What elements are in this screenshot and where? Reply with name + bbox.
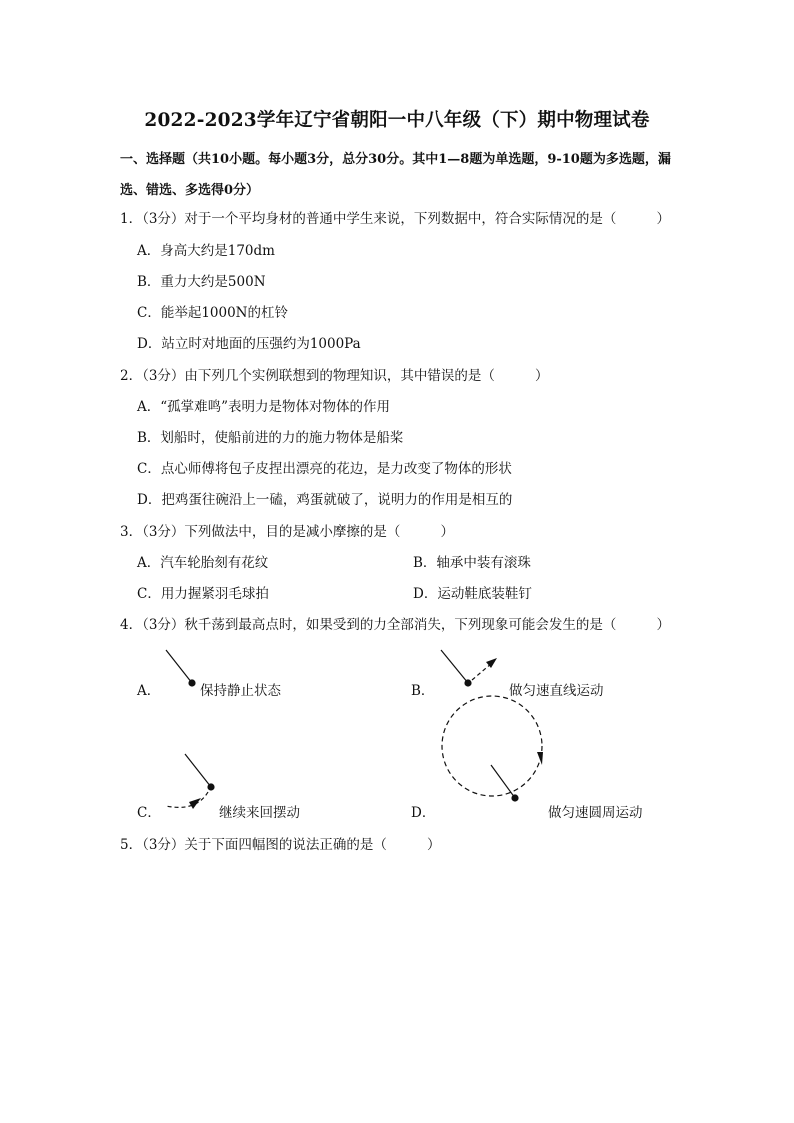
question-3-option-b: B．轴承中装有滚珠 bbox=[413, 555, 531, 571]
question-2-text: 2．（3分）由下列几个实例联想到的物理知识，其中错误的是（ bbox=[120, 368, 495, 384]
question-4-close: ） bbox=[656, 617, 670, 633]
question-1-option-c: C．能举起1000N的杠铃 bbox=[137, 305, 288, 321]
swing-seat bbox=[464, 679, 471, 686]
question-2-close: ） bbox=[534, 368, 549, 384]
question-3-option-a: A．汽车轮胎刻有花纹 bbox=[137, 555, 269, 571]
figure-a-caption: 保持静止状态 bbox=[200, 683, 281, 699]
figure-c-caption: 继续来回摆动 bbox=[219, 805, 300, 821]
page-title: 2022-2023学年辽宁省朝阳一中八年级（下）期中物理试卷 bbox=[144, 110, 650, 131]
question-1-text: 1．（3分）对于一个平均身材的普通中学生来说，下列数据中，符合实际情况的是（ bbox=[120, 211, 617, 227]
figure-b-caption: 做匀速直线运动 bbox=[509, 683, 604, 699]
section-heading: 一、选择题（共10小题。每小题3分，总分30分。其中1—8题为单选题，9-10题为多选题，漏选、错选、多选得0分） bbox=[120, 152, 671, 198]
question-3-option-c: C．用力握紧羽毛球拍 bbox=[137, 586, 269, 602]
question-1-close: ） bbox=[656, 211, 670, 227]
swing-rope bbox=[166, 650, 192, 683]
question-3-close: ） bbox=[440, 524, 454, 540]
swing-rope bbox=[185, 754, 211, 787]
figure-a-diagram bbox=[166, 650, 196, 687]
swing-rope bbox=[491, 765, 515, 798]
question-1-option-b: B．重力大约是500N bbox=[137, 274, 266, 290]
question-5-text: 5．（3分）关于下面四幅图的说法正确的是（ bbox=[120, 837, 387, 853]
figure-d-caption: 做匀速圆周运动 bbox=[548, 805, 643, 821]
question-2-option-d: D．把鸡蛋往碗沿上一磕，鸡蛋就破了，说明力的作用是相互的 bbox=[137, 492, 513, 508]
swing-seat bbox=[511, 794, 518, 801]
question-4-text: 4．（3分）秋千荡到最高点时，如果受到的力全部消失，下列现象可能会发生的是（ bbox=[120, 617, 617, 633]
figure-c-letter: C． bbox=[137, 805, 161, 821]
question-3-option-d: D．运动鞋底装鞋钉 bbox=[413, 586, 532, 602]
motion-path bbox=[166, 792, 208, 807]
question-1-option-d: D．站立时对地面的压强约为1000Pa bbox=[137, 336, 361, 352]
figure-a-letter: A． bbox=[137, 683, 161, 699]
figure-d-letter: D． bbox=[411, 805, 436, 821]
arrow-icon bbox=[486, 658, 497, 668]
arrow-icon bbox=[189, 798, 201, 809]
question-1-option-a: A．身高大约是170dm bbox=[137, 243, 275, 259]
question-2-option-b: B．划船时，使船前进的力的施力物体是船桨 bbox=[137, 430, 404, 446]
figure-d-diagram bbox=[442, 696, 543, 802]
question-5-stem bbox=[120, 833, 440, 853]
figure-b-letter: B． bbox=[411, 683, 435, 699]
question-5-close: ） bbox=[426, 837, 441, 853]
swing-rope bbox=[441, 650, 468, 683]
question-2-option-c: C．点心师傅将包子皮捏出漂亮的花边，是力改变了物体的形状 bbox=[137, 461, 512, 477]
figure-c-diagram bbox=[166, 754, 215, 809]
swing-seat bbox=[188, 679, 195, 686]
swing-seat bbox=[207, 783, 214, 790]
question-2-option-a: A．“孤掌难鸣”表明力是物体对物体的作用 bbox=[137, 399, 391, 415]
motion-path bbox=[442, 696, 542, 796]
question-3-text: 3．（3分）下列做法中，目的是减小摩擦的是（ bbox=[120, 524, 401, 540]
arrow-icon bbox=[537, 752, 543, 765]
figure-b-diagram bbox=[441, 650, 497, 687]
